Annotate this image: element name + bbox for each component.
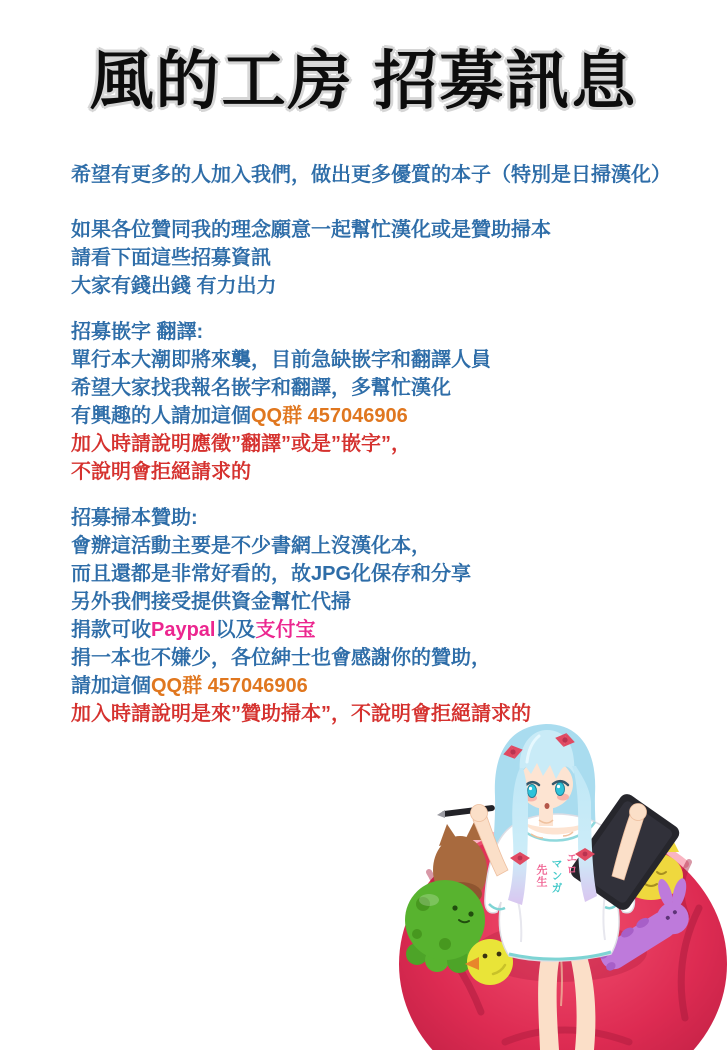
recruit-translate-block bbox=[71, 318, 711, 486]
qq-group-number: QQ群 457046906 bbox=[251, 405, 408, 427]
girl-on-beanbag-illustration bbox=[393, 712, 727, 1050]
intro-line: 大家有錢出錢 有力出力 bbox=[71, 275, 277, 297]
page-title: 風的工房 招募訊息 bbox=[89, 45, 638, 117]
intro-line: 希望有更多的人加入我們，做出更多優質的本子（特別是日掃漢化） bbox=[71, 164, 671, 186]
recruit-scan-line: 另外我們接受提供資金幫忙代掃 bbox=[71, 591, 351, 613]
donation-methods-line bbox=[71, 616, 711, 644]
recruit-scan-block bbox=[71, 504, 711, 728]
recruit-scan-line: 會辦這活動主要是不少書網上沒漢化本， bbox=[71, 535, 431, 557]
scan-warning-line: 加入時請說明是來”贊助掃本”，不說明會拒絕請求的 bbox=[71, 703, 531, 725]
recruit-scan-qq-line bbox=[71, 672, 711, 700]
qq-group-number: QQ群 457046906 bbox=[151, 675, 308, 697]
shirt-text-column: エロ bbox=[565, 852, 577, 876]
translate-warning-line: 加入時請說明應徵”翻譯”或是”嵌字”， bbox=[71, 433, 411, 455]
shirt-text-column: マンガ bbox=[550, 858, 562, 894]
qq-join-prefix: 有興趣的人請加這個 bbox=[71, 405, 251, 427]
recruit-translate-line: 單行本大潮即將來襲，目前急缺嵌字和翻譯人員 bbox=[71, 349, 491, 371]
right-hand bbox=[630, 804, 647, 821]
shirt-text-column: 先生 bbox=[535, 864, 547, 888]
recruit-scan-line: 而且還都是非常好看的，故JPG化保存和分享 bbox=[71, 563, 472, 585]
translate-warning-line: 不說明會拒絕請求的 bbox=[71, 461, 251, 483]
body-text bbox=[71, 161, 711, 728]
alipay-label: 支付宝 bbox=[255, 619, 316, 641]
paypal-label: Paypal bbox=[151, 619, 216, 641]
qq-join-prefix: 請加這個 bbox=[71, 675, 151, 697]
donate-mid: 以及 bbox=[215, 619, 256, 641]
intro-paragraph-2 bbox=[71, 216, 711, 300]
intro-line: 如果各位贊同我的理念願意一起幫忙漢化或是贊助掃本 bbox=[71, 219, 551, 241]
donate-prefix: 捐款可收 bbox=[71, 619, 151, 641]
intro-paragraph-1 bbox=[71, 161, 711, 189]
recruit-scan-heading: 招募掃本贊助: bbox=[71, 507, 198, 529]
intro-line: 請看下面這些招募資訊 bbox=[71, 247, 271, 269]
recruit-translate-line: 希望大家找我報名嵌字和翻譯，多幫忙漢化 bbox=[71, 377, 451, 399]
left-hand bbox=[471, 805, 488, 822]
mouth bbox=[545, 803, 550, 809]
recruit-translate-heading: 招募嵌字 翻譯: bbox=[71, 321, 204, 343]
recruit-translate-qq-line bbox=[71, 402, 711, 430]
recruit-scan-line: 捐一本也不嫌少，各位紳士也會感謝你的贊助， bbox=[71, 647, 491, 669]
